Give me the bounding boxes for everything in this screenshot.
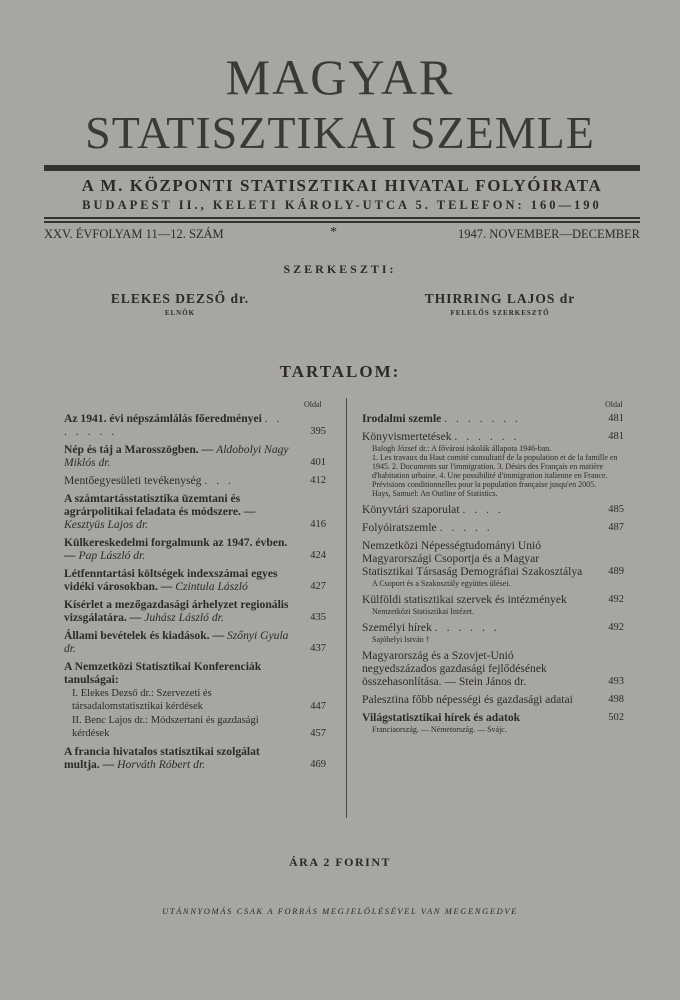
toc-entry-page: 435 <box>310 612 326 623</box>
publisher-line: A M. KÖZPONTI STATISZTIKAI HIVATAL FOLYÓIRATA <box>81 176 603 195</box>
toc-entry[interactable]: Könyvismertetések . . . . . . 481 <box>362 430 624 443</box>
toc-entry-title: Személyi hírek <box>362 621 432 634</box>
toc-entry-title: Könyvtári szaporulat <box>362 503 460 516</box>
toc-entry-title: Létfenntartási költségek indexszámai egyes vidéki városokban. — <box>64 567 278 593</box>
toc-entry-title: A számtartásstatisztika üzemtani és agrárpolitikai feladata és módszere. — <box>64 492 256 518</box>
toc-entry[interactable] <box>362 593 624 606</box>
toc-entry[interactable] <box>64 536 326 562</box>
toc-entry-page: 457 <box>310 728 326 739</box>
toc-entry-title: I. Elekes Dezső dr.: Szervezeti és társadalomstatisztikai kérdések <box>72 688 212 712</box>
volume-number: XXV. ÉVFOLYAM 11—12. SZÁM <box>44 227 224 241</box>
copyright-note: UTÁNNYOMÁS CSAK A FORRÁS MEGJELÖLÉSÉVEL VAN MEGENGEDVE <box>162 906 518 916</box>
issue-date: 1947. NOVEMBER—DECEMBER <box>458 227 640 241</box>
toc-entry-author: Kesztyüs Lajos dr. <box>64 518 149 531</box>
toc-subentry[interactable] <box>64 687 326 713</box>
toc-entry-title: II. Benc Lajos dr.: Módszertani és gazdasági kérdések <box>72 715 259 739</box>
toc-entry-page: 492 <box>608 594 624 605</box>
toc-entry[interactable]: Könyvtári szaporulat . . . . 485 <box>362 503 624 516</box>
toc-left-page-header: Oldal <box>304 400 322 409</box>
address-line: BUDAPEST II., KELETI KÁROLY-UTCA 5. TELEFON: 160—190 <box>82 198 602 212</box>
toc-entry[interactable] <box>64 660 326 686</box>
toc-entry-page: 416 <box>310 519 326 530</box>
toc-note: Nemzetközi Statisztikai Intézet. <box>372 607 474 616</box>
toc-entry[interactable] <box>362 649 624 688</box>
toc-entry-title: Palesztina főbb népességi és gazdasági adatai <box>362 693 573 706</box>
toc-entry[interactable] <box>362 539 624 578</box>
toc-entry[interactable] <box>64 745 326 771</box>
toc-subentry[interactable] <box>64 714 326 740</box>
toc-entry-page: 485 <box>608 504 624 515</box>
toc-entry-title: Könyvismertetések <box>362 430 452 443</box>
toc-review-item: Prévisions conditionnelles pour la population française jusqu'en 2005. <box>372 480 597 489</box>
toc-entry-page: 492 <box>608 622 624 633</box>
toc-review-item: 1. Les travaux du Haut comité consultatif de la population et de la famille en 1945. 2. Documents sur l'immigration. 3. Désirs des Français en matière d'habitation urbaine. 4. Une possibilité d'immigration italienne en France. <box>372 453 618 480</box>
toc-entry-page: 502 <box>608 712 624 723</box>
toc-right-column <box>362 412 624 734</box>
editor-left-role: ELNÖK <box>164 309 196 317</box>
header-rule-top <box>44 165 640 171</box>
toc-entry[interactable] <box>64 629 326 655</box>
toc-entry-author: Pap László dr. <box>78 549 146 562</box>
toc-entry-page: 489 <box>608 566 624 577</box>
toc-entry-page: 427 <box>310 581 326 592</box>
toc-entry-page: 401 <box>310 457 326 468</box>
toc-note: Franciaország. — Németország. — Svájc. <box>372 725 507 734</box>
toc-entry[interactable]: Folyóiratszemle . . . . . 487 <box>362 521 624 534</box>
toc-entry-title: Nemzetközi Népességtudományi Unió Magyarországi Csoportja és a Magyar Statisztikai Társaság Demográfiai Szakosztálya <box>362 539 583 578</box>
price-label: ÁRA 2 FORINT <box>288 855 391 869</box>
toc-entry-title: Kísérlet a mezőgazdasági árhelyzet regionális vizsgálatára. — <box>64 598 289 624</box>
editor-right-name: THIRRING LAJOS dr <box>424 291 576 306</box>
toc-entry-title: A francia hivatalos statisztikai szolgálat multja. — <box>64 745 260 771</box>
toc-entry-title: Külföldi statisztikai szervek és intézmények <box>362 593 567 606</box>
toc-entry-page: 481 <box>608 431 624 442</box>
toc-entry[interactable]: Személyi hírek . . . . . . 492 <box>362 621 624 634</box>
editors-heading: SZERKESZTI: <box>283 262 397 276</box>
toc-entry-title: Irodalmi szemle <box>362 412 442 425</box>
toc-entry[interactable] <box>362 711 624 724</box>
toc-entry[interactable] <box>64 443 326 469</box>
toc-entry-page: 412 <box>310 475 326 486</box>
toc-entry[interactable]: Irodalmi szemle . . . . . . . 481 <box>362 412 624 425</box>
toc-entry-author: Szőnyi Gyula dr. <box>64 629 289 655</box>
toc-entry-page: 424 <box>310 550 326 561</box>
separator-asterisk: * <box>330 225 337 240</box>
toc-entry[interactable] <box>64 598 326 624</box>
toc-heading: TARTALOM: <box>279 362 401 381</box>
toc-entry-title: Magyarország és a Szovjet-Unió negyedszázados gazdasági fejlődésének összehasonlítása. — Stein János dr. <box>362 649 547 688</box>
toc-note: Sajóhelyi István † <box>372 635 430 644</box>
toc-entry-page: 395 <box>310 426 326 437</box>
toc-entry[interactable] <box>64 492 326 531</box>
toc-entry-title: Világstatisztikai hírek és adatok <box>362 711 521 724</box>
header-rule-mid <box>44 217 640 219</box>
toc-entry-page: 493 <box>608 676 624 687</box>
toc-right-page-header: Oldal <box>605 400 623 409</box>
toc-entry-page: 437 <box>310 643 326 654</box>
toc-entry-page: 498 <box>608 694 624 705</box>
toc-entry-author: Juhász László dr. <box>144 611 224 624</box>
toc-review-item: Balogh József dr.: A fővárosi iskolák állapota 1946-ban. <box>372 444 552 453</box>
toc-entry-title: Külkereskedelmi forgalmunk az 1947. évben. — <box>64 536 288 562</box>
toc-review-item: Hays, Samuel: An Outline of Statistics. <box>372 489 498 498</box>
toc-entry[interactable]: Mentőegyesületi tevékenység . . . 412 <box>64 474 326 487</box>
editor-left <box>80 291 280 317</box>
toc-entry-page: 487 <box>608 522 624 533</box>
toc-entry-author: Aldobolyi Nagy Miklós dr. <box>64 443 289 469</box>
toc-entry[interactable] <box>362 693 624 706</box>
toc-entry-title: Állami bevételek és kiadások. — <box>64 629 225 642</box>
toc-entry-title: A Nemzetközi Statisztikai Konferenciák tanulságai: <box>64 660 262 686</box>
editor-right-role: FELELŐS SZERKESZTŐ <box>450 309 550 317</box>
header-rule-mid2 <box>44 221 640 223</box>
toc-entry-title: Nép és táj a Marosszögben. — <box>64 443 214 456</box>
journal-title-line1: MAGYAR <box>225 49 455 105</box>
toc-column-divider <box>346 398 347 818</box>
toc-entry-title: Folyóiratszemle <box>362 521 437 534</box>
toc-entry-page: 447 <box>310 701 326 712</box>
toc-entry-title: Mentőegyesületi tevékenység <box>64 474 202 487</box>
toc-entry[interactable] <box>64 567 326 593</box>
toc-entry[interactable]: Az 1941. évi népszámlálás főeredményei . . . . . . . 395 <box>64 412 326 438</box>
toc-note: A Csoport és a Szakosztály együttes ülései. <box>372 579 511 588</box>
toc-entry-author: Czintula László <box>175 580 248 593</box>
editor-right <box>400 291 600 317</box>
toc-entry-title: Az 1941. évi népszámlálás főeredményei <box>64 412 262 425</box>
toc-entry-page: 469 <box>310 759 326 770</box>
toc-entry-author: Horváth Róbert dr. <box>117 758 206 771</box>
journal-title-line2: STATISZTIKAI SZEMLE <box>85 107 595 158</box>
toc-entry-page: 481 <box>608 413 624 424</box>
toc-left-column <box>64 412 326 776</box>
editor-left-name: ELEKES DEZSŐ dr. <box>110 291 250 306</box>
